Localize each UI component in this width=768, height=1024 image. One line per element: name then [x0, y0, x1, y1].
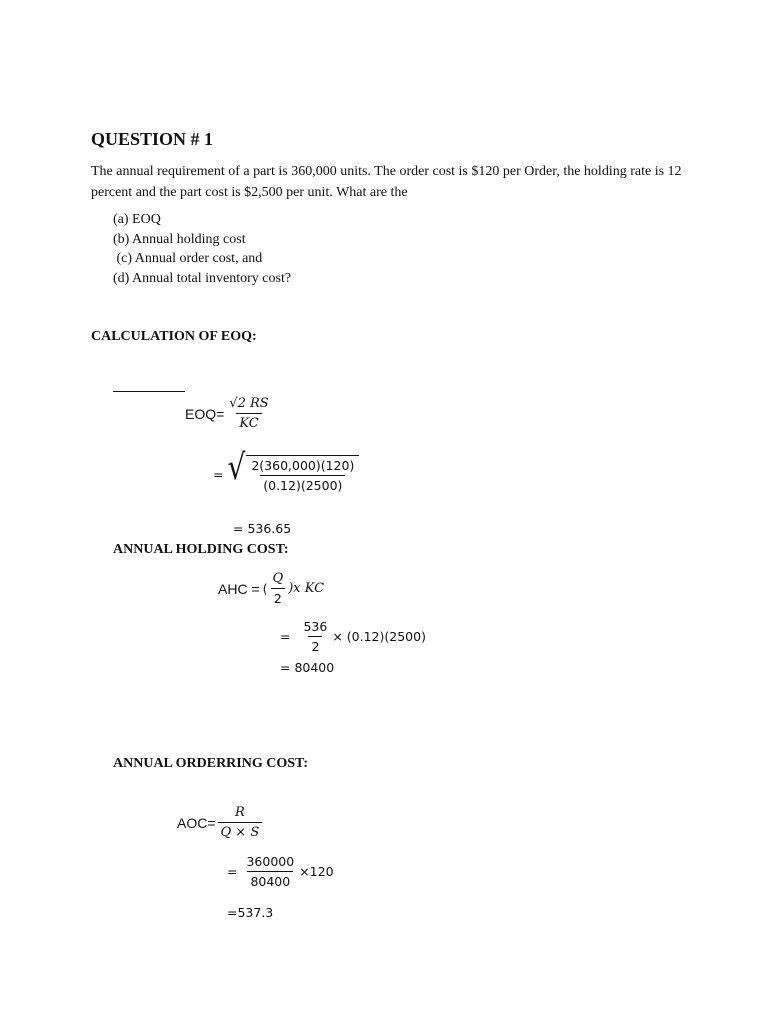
ahc-substitution — [280, 619, 426, 654]
aoc-frac-den: Q × S — [218, 822, 263, 840]
aoc-step-num: 360000 — [246, 854, 295, 869]
question-item-a: (a) EOQ — [113, 212, 161, 227]
ahc-paren-open: ( — [262, 581, 268, 596]
aoc-step-rest: ×120 — [299, 864, 334, 879]
eoq-step-fraction — [248, 458, 357, 493]
aoc-frac-num: R — [234, 805, 245, 820]
ahc-result: = 80400 — [280, 660, 335, 675]
eoq-label: EOQ= — [185, 405, 225, 422]
aoc-substitution — [227, 854, 334, 889]
eoq-heading: CALCULATION OF EOQ: — [91, 329, 257, 344]
eoq-formula-num: √2 RS — [229, 396, 269, 411]
ahc-step-num: 536 — [303, 619, 328, 634]
aoc-result: =537.3 — [227, 905, 274, 920]
eoq-sqrt — [227, 446, 359, 493]
aoc-formula — [177, 805, 264, 840]
ahc-step-rest: × (0.12)(2500) — [332, 629, 426, 644]
ahc-frac-den: 2 — [271, 588, 285, 606]
eoq-formula — [185, 396, 274, 431]
aoc-heading: ANNUAL ORDERRING COST: — [113, 756, 308, 771]
ahc-frac-num: Q — [272, 571, 284, 586]
eoq-fraction — [226, 396, 271, 431]
question-item-b: (b) Annual holding cost — [113, 231, 246, 247]
aoc-step-den: 80400 — [247, 871, 293, 889]
eoq-step-num: 2(360,000)(120) — [251, 458, 355, 473]
eoq-formula-den: KC — [236, 413, 261, 431]
aoc-fraction — [218, 805, 263, 840]
sqrt-icon: √ — [227, 446, 246, 488]
eoq-result: = 536.65 — [233, 521, 292, 536]
ahc-fraction — [270, 571, 287, 606]
ahc-step-equals: = — [280, 629, 291, 644]
ahc-step-fraction — [300, 619, 330, 654]
ahc-formula-rest: )x KC — [288, 581, 325, 596]
eoq-step-den: (0.12)(2500) — [260, 475, 345, 493]
ahc-step-den: 2 — [308, 636, 322, 654]
question-title: QUESTION # 1 — [91, 129, 214, 149]
ahc-formula — [218, 571, 324, 606]
question-text: The annual requirement of a part is 360,000 units. The order cost is $120 per Order, the holding rate is 12 percent and the part cost is $2,500 per unit. What are the — [91, 164, 682, 200]
ahc-heading: ANNUAL HOLDING COST: — [113, 542, 289, 557]
aoc-label: AOC= — [177, 814, 216, 831]
eoq-substitution — [213, 446, 359, 493]
aoc-step-equals: = — [227, 864, 238, 879]
question-item-c: (c) Annual order cost, and — [113, 251, 263, 266]
ahc-label: AHC = — [218, 580, 260, 597]
question-item-d: (d) Annual total inventory cost? — [113, 270, 292, 286]
divider-line — [113, 391, 185, 392]
question-items — [113, 210, 291, 288]
eoq-step-equals: = — [213, 466, 224, 482]
aoc-step-fraction — [243, 854, 297, 889]
